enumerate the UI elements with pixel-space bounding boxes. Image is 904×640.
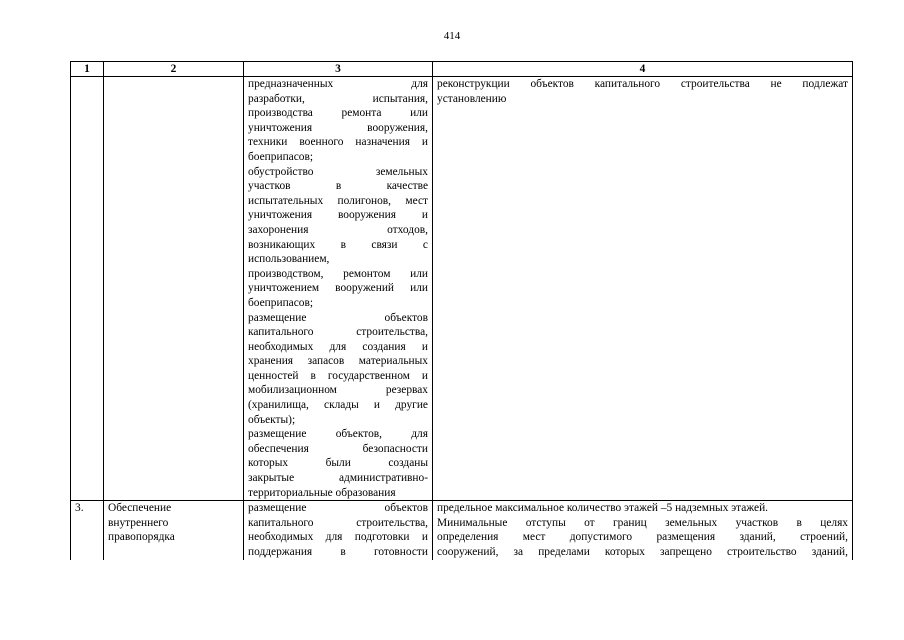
table-header-row	[71, 62, 853, 77]
permitted-use-line: (хранилища, склады и другие	[248, 399, 428, 412]
permitted-use-line: обеспечения безопасности	[248, 442, 428, 455]
permitted-use-line: уничтожения вооружения,	[248, 121, 428, 134]
permitted-use-line: объекты);	[248, 413, 296, 426]
header-col-1: 1	[71, 62, 104, 77]
table-body	[71, 77, 853, 560]
row-number: 3.	[71, 501, 104, 560]
row-permitted-uses	[244, 501, 433, 560]
permitted-use-line: размещение объектов	[248, 502, 428, 515]
parameter-line: сооружений, за пределами которых запрещено строительство зданий,	[437, 546, 848, 558]
permitted-use-line: капитального строительства,	[248, 326, 428, 339]
permitted-use-line: уничтожением вооружений или	[248, 282, 428, 295]
permitted-use-line: обустройство земельных	[248, 165, 428, 178]
permitted-use-line: хранения запасов материальных	[248, 355, 428, 368]
permitted-use-line: закрытые административно-	[248, 472, 428, 485]
header-col-2: 2	[104, 62, 244, 77]
permitted-use-line: размещение объектов	[248, 311, 428, 324]
permitted-use-line: поддержания в готовности	[248, 546, 428, 558]
parameter-line: определения мест допустимого размещения зданий, строений,	[437, 531, 848, 544]
permitted-use-line: испытательных полигонов, мест	[248, 194, 428, 207]
zoning-table	[70, 61, 853, 560]
permitted-use-line: территориальные образования	[248, 486, 396, 499]
permitted-use-line: мобилизационном резервах	[248, 384, 428, 397]
parameter-line: установлению	[437, 92, 507, 105]
permitted-use-line: ценностей в государственном и	[248, 369, 428, 382]
permitted-use-line: возникающих в связи с	[248, 238, 428, 251]
row-number	[71, 77, 104, 501]
row-parameters	[433, 501, 853, 560]
permitted-use-line: уничтожения вооружения и	[248, 209, 428, 222]
header-col-3: 3	[244, 62, 433, 77]
permitted-use-line: боеприпасов;	[248, 296, 314, 309]
table-row	[71, 77, 853, 501]
row-name	[104, 501, 244, 560]
row-parameters	[433, 77, 853, 501]
parameter-line: предельное максимальное количество этажей –5 надземных этажей.	[437, 502, 769, 515]
permitted-use-line: производства ремонта или	[248, 107, 428, 120]
permitted-use-line: размещение объектов, для	[248, 428, 428, 441]
permitted-use-line: предназначенных для	[248, 78, 428, 90]
permitted-use-line: производством, ремонтом или	[248, 267, 428, 280]
parameter-line: Минимальные отступы от границ земельных участков в целях	[437, 516, 848, 529]
permitted-use-line: захоронения отходов,	[248, 223, 428, 236]
header-col-4: 4	[433, 62, 853, 77]
row-permitted-uses	[244, 77, 433, 501]
row-name	[104, 77, 244, 501]
row-name-line: правопорядка	[108, 531, 175, 544]
permitted-use-line: разработки, испытания,	[248, 92, 428, 105]
permitted-use-line: необходимых для создания и	[248, 340, 428, 353]
permitted-use-line: боеприпасов;	[248, 150, 314, 163]
page-number: 414	[443, 30, 461, 42]
permitted-use-line: использованием,	[248, 253, 330, 266]
permitted-use-line: техники военного назначения и	[248, 136, 428, 149]
permitted-use-line: капитального строительства,	[248, 516, 428, 529]
row-name-line: Обеспечение	[108, 502, 172, 515]
permitted-use-line: участков в качестве	[248, 180, 428, 193]
parameter-line: реконструкции объектов капитального строительства не подлежат	[437, 78, 848, 90]
row-name-line: внутреннего	[108, 516, 169, 529]
permitted-use-line: которых были созданы	[248, 457, 428, 470]
table-row	[71, 501, 853, 560]
permitted-use-line: необходимых для подготовки и	[248, 531, 428, 544]
